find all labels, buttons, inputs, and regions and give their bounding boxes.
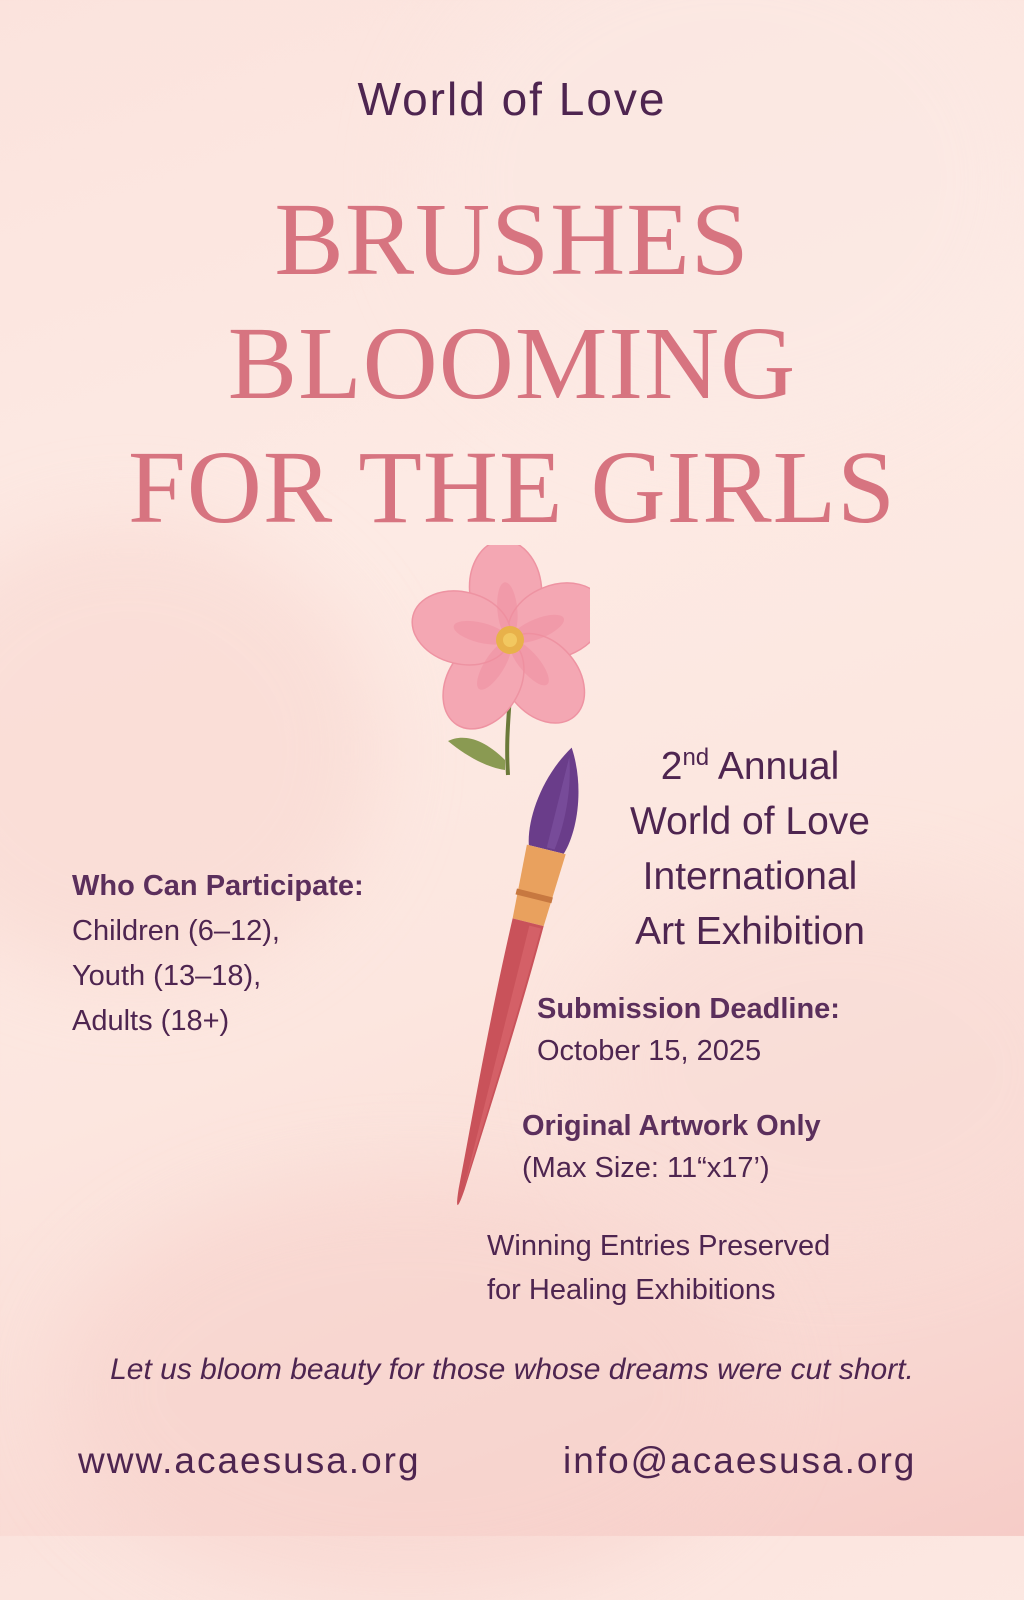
deadline-date: October 15, 2025 [537, 1035, 762, 1067]
deadline-block [537, 988, 840, 1072]
participation-block [72, 864, 364, 1044]
event-line-3: International [642, 855, 858, 898]
deadline-heading: Submission Deadline: [537, 993, 840, 1025]
participant-group: Youth (13–18), [72, 960, 262, 992]
event-line-2: World of Love [630, 800, 870, 843]
organization-name: World of Love [357, 73, 667, 125]
title-line-2: BLOOMING [227, 306, 797, 421]
ordinal-suffix: nd [682, 744, 710, 771]
website-link[interactable]: www.acaesusa.org [78, 1440, 421, 1481]
participant-group: Adults (18+) [72, 1005, 230, 1037]
event-name [600, 730, 900, 959]
tagline: Let us bloom beauty for those whose dreams were cut short. [110, 1353, 914, 1386]
winning-entries-block [487, 1224, 830, 1312]
email-link[interactable]: info@acaesusa.org [563, 1440, 917, 1481]
winning-line-2: for Healing Exhibitions [487, 1274, 776, 1306]
title-line-3: FOR THE GIRLS [127, 430, 897, 545]
participant-group: Children (6–12), [72, 915, 280, 947]
event-line-1 [600, 730, 900, 794]
event-line-1-rest: Annual [717, 745, 840, 788]
event-line-4: Art Exhibition [635, 910, 865, 953]
participation-heading: Who Can Participate: [72, 870, 364, 902]
winning-line-1: Winning Entries Preserved [487, 1230, 831, 1262]
artwork-block [522, 1105, 821, 1189]
ordinal-number: 2 [660, 745, 683, 788]
artwork-size-note: (Max Size: 11“x17’) [522, 1152, 770, 1184]
title-line-1: BRUSHES [274, 182, 750, 297]
poster-title [0, 178, 1024, 550]
artwork-heading: Original Artwork Only [522, 1110, 821, 1142]
